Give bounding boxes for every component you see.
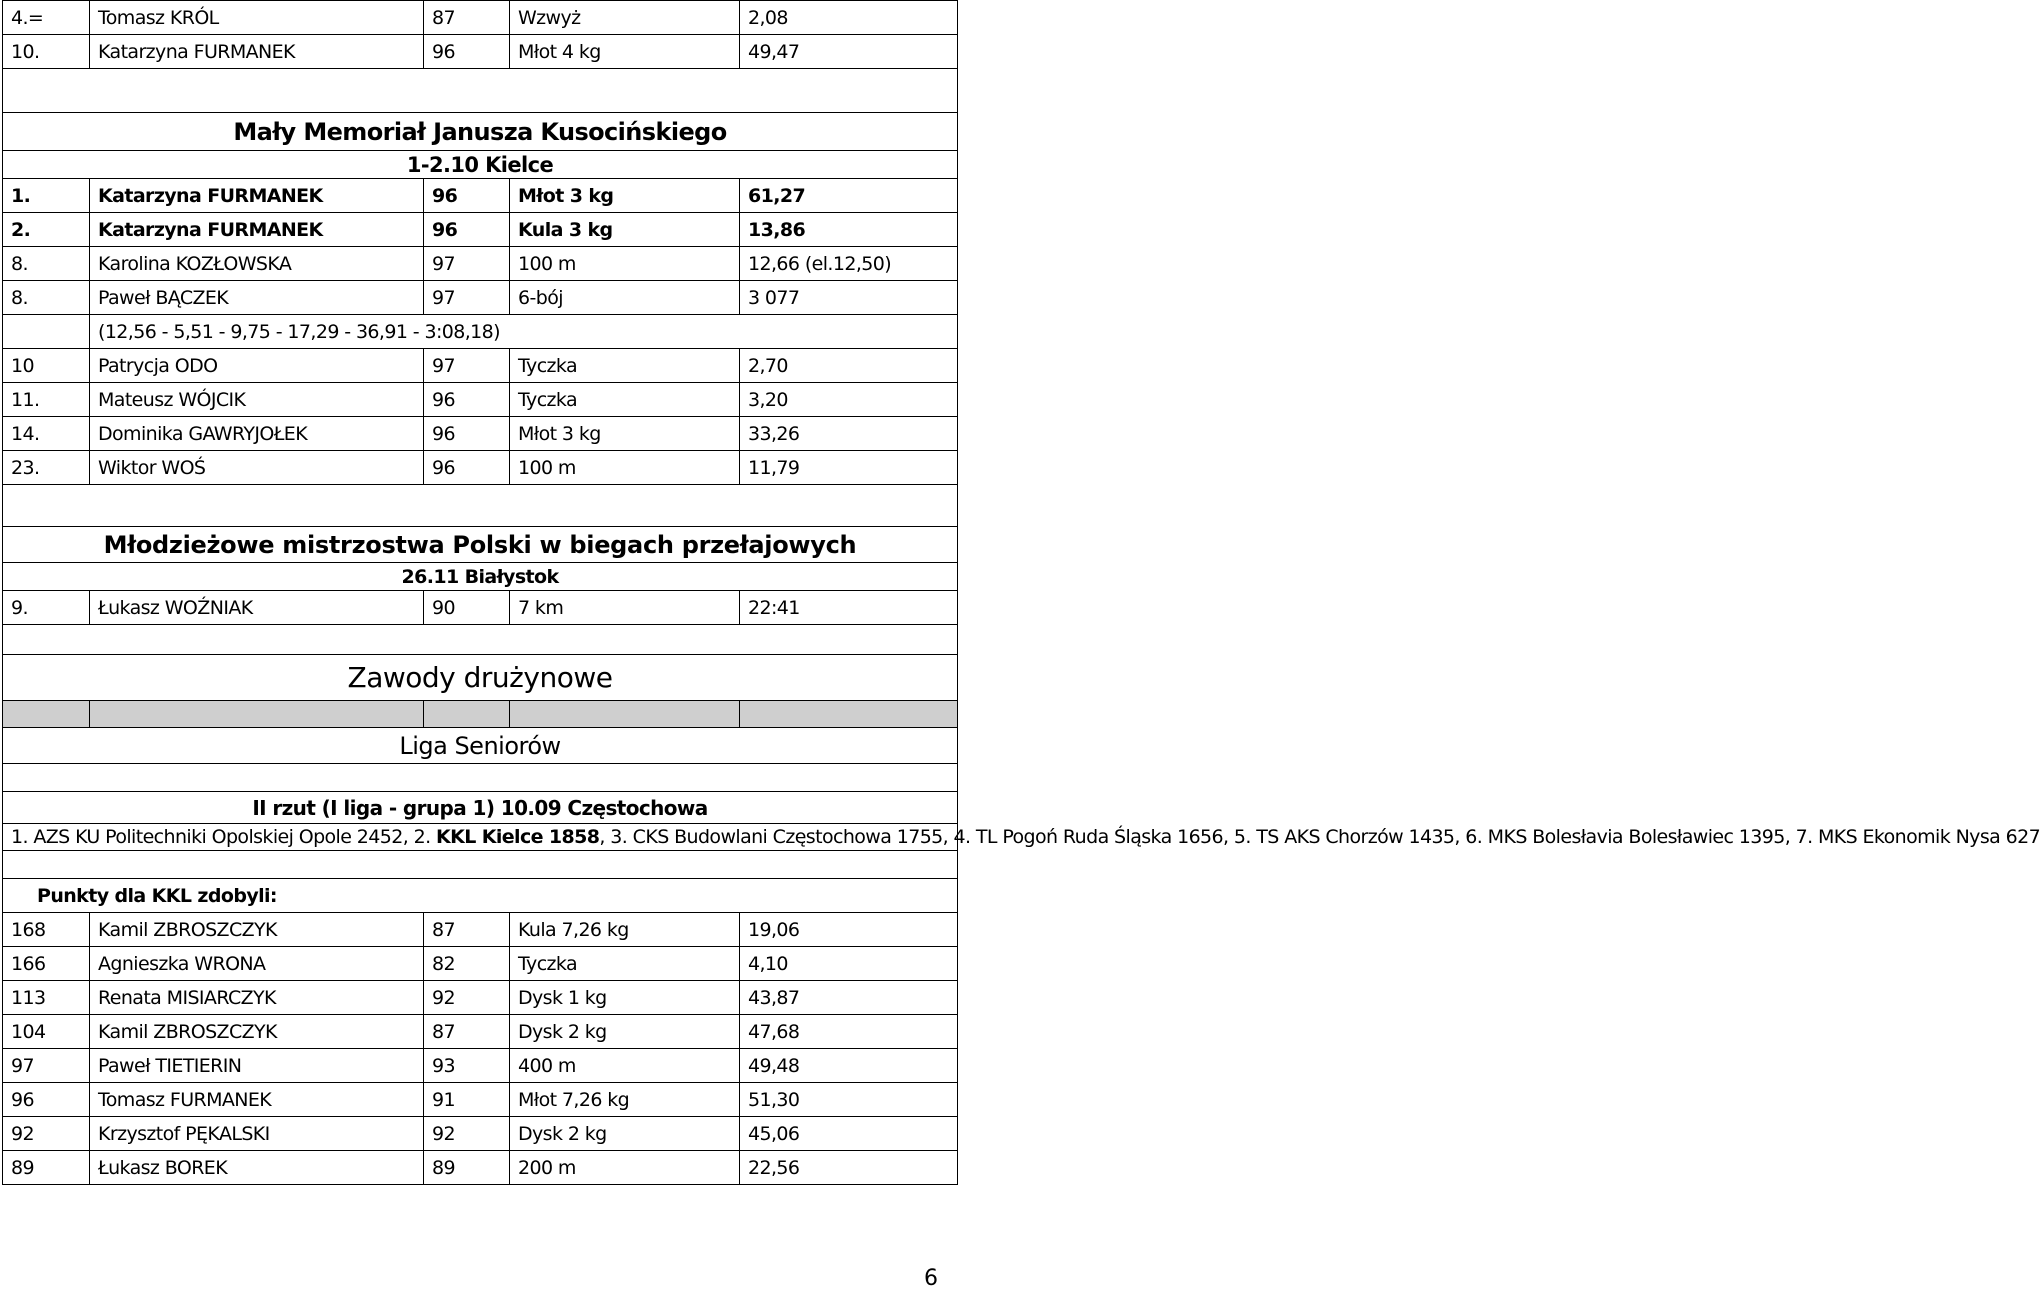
name-cell: Patrycja ODO [90,349,424,383]
table-row [3,1049,958,1083]
name-cell: Tomasz FURMANEK [90,1083,424,1117]
result-cell: 12,66 (el.12,50) [740,247,958,281]
table-row [3,179,958,213]
table-row [3,947,958,981]
result-cell: 51,30 [740,1083,958,1117]
section-subheading-row [3,563,958,591]
points-cell: 92 [3,1117,90,1151]
table-row [3,383,958,417]
event-cell: Młot 4 kg [510,35,740,69]
result-cell: 3,20 [740,383,958,417]
result-cell: 45,06 [740,1117,958,1151]
table-row [3,349,958,383]
year-cell: 93 [424,1049,510,1083]
name-cell: Paweł BĄCZEK [90,281,424,315]
round-heading-row [3,792,958,824]
points-cell: 97 [3,1049,90,1083]
place-cell: 23. [3,451,90,485]
year-cell: 96 [424,35,510,69]
year-cell: 87 [424,1,510,35]
table-row [3,213,958,247]
name-cell: Paweł TIETIERIN [90,1049,424,1083]
event-cell: Dysk 2 kg [510,1117,740,1151]
name-cell: Mateusz WÓJCIK [90,383,424,417]
section-heading-row [3,655,958,701]
place-cell: 10. [3,35,90,69]
year-cell: 96 [424,451,510,485]
name-cell: Katarzyna FURMANEK [90,213,424,247]
name-cell: Agnieszka WRONA [90,947,424,981]
result-cell: 49,47 [740,35,958,69]
result-cell: 49,48 [740,1049,958,1083]
year-cell: 96 [424,179,510,213]
splits-row [3,315,958,349]
standings-highlight: KKL Kielce 1858 [435,826,600,848]
event-cell: Dysk 2 kg [510,1015,740,1049]
result-cell: 11,79 [740,451,958,485]
name-cell: Krzysztof PĘKALSKI [90,1117,424,1151]
table-row [3,1083,958,1117]
standings-row [3,824,958,851]
place-cell: 4.= [3,1,90,35]
name-cell: Łukasz WOŹNIAK [90,591,424,625]
event-cell: 7 km [510,591,740,625]
event-cell: 200 m [510,1151,740,1185]
spacer-row [3,764,958,792]
results-table [2,0,2040,1185]
year-cell: 87 [424,1015,510,1049]
spacer-row [3,625,958,655]
event-cell: Wzwyż [510,1,740,35]
points-cell: 113 [3,981,90,1015]
section-heading-row [3,527,958,563]
points-cell: 104 [3,1015,90,1049]
result-cell: 43,87 [740,981,958,1015]
name-cell: Tomasz KRÓL [90,1,424,35]
name-cell: Wiktor WOŚ [90,451,424,485]
event-cell: Kula 3 kg [510,213,740,247]
table-row [3,247,958,281]
section-subheading-row [3,151,958,179]
result-cell: 2,08 [740,1,958,35]
table-row [3,1015,958,1049]
event-cell: Młot 3 kg [510,417,740,451]
result-cell: 2,70 [740,349,958,383]
page-number: 6 [924,1266,938,1291]
points-header: Punkty dla KKL zdobyli: [3,879,958,913]
table-row [3,591,958,625]
name-cell: Kamil ZBROSZCZYK [90,1015,424,1049]
points-cell: 166 [3,947,90,981]
table-row [3,281,958,315]
name-cell: Dominika GAWRYJOŁEK [90,417,424,451]
result-cell: 33,26 [740,417,958,451]
place-cell: 8. [3,281,90,315]
section-title: Mały Memoriał Janusza Kusocińskiego [3,113,958,151]
year-cell: 96 [424,417,510,451]
section-heading-row [3,113,958,151]
spacer-row [3,69,958,113]
place-cell: 8. [3,247,90,281]
table-row [3,1,958,35]
year-cell: 92 [424,981,510,1015]
name-cell: Łukasz BOREK [90,1151,424,1185]
event-cell: Młot 3 kg [510,179,740,213]
year-cell: 91 [424,1083,510,1117]
place-cell: 11. [3,383,90,417]
name-cell: Katarzyna FURMANEK [90,35,424,69]
place-cell: 10 [3,349,90,383]
result-cell: 19,06 [740,913,958,947]
table-row [3,451,958,485]
year-cell: 96 [424,213,510,247]
result-cell: 3 077 [740,281,958,315]
league-heading-row [3,728,958,764]
year-cell: 97 [424,281,510,315]
table-row [3,913,958,947]
event-cell: Młot 7,26 kg [510,1083,740,1117]
result-cell: 22,56 [740,1151,958,1185]
result-cell: 47,68 [740,1015,958,1049]
result-cell: 13,86 [740,213,958,247]
name-cell: Renata MISIARCZYK [90,981,424,1015]
round-title: II rzut (I liga - grupa 1) 10.09 Częstochowa [3,792,958,824]
year-cell: 89 [424,1151,510,1185]
table-row [3,1117,958,1151]
points-cell: 168 [3,913,90,947]
points-cell: 89 [3,1151,90,1185]
points-heading-row [3,879,958,913]
event-cell: Tyczka [510,947,740,981]
event-cell: Dysk 1 kg [510,981,740,1015]
place-cell: 1. [3,179,90,213]
event-cell: 6-bój [510,281,740,315]
year-cell: 87 [424,913,510,947]
event-cell: 100 m [510,247,740,281]
league-title: Liga Seniorów [3,728,958,764]
event-cell: Tyczka [510,383,740,417]
points-cell: 96 [3,1083,90,1117]
event-cell: Tyczka [510,349,740,383]
section-title: Młodzieżowe mistrzostwa Polski w biegach przełajowych [3,527,958,563]
year-cell: 97 [424,247,510,281]
spacer-row [3,485,958,527]
standings-text: 1. AZS KU Politechniki Opolskiej Opole 2452, 2. KKL Kielce 1858, 3. CKS Budowlani Częstochowa 1755, 4. TL Pogoń Ruda Śląska 1656, 5. TS AKS Chorzów 1435, 6. MKS Bolesłavia Bolesławiec 1395, 7. MKS Ekonomik Nysa 627 [3,824,958,851]
section-subtitle: 1-2.10 Kielce [3,151,958,179]
place-cell: 9. [3,591,90,625]
event-cell: Kula 7,26 kg [510,913,740,947]
table-row [3,417,958,451]
name-cell: Kamil ZBROSZCZYK [90,913,424,947]
table-row [3,981,958,1015]
section-title: Zawody drużynowe [3,655,958,701]
grey-band-row [3,701,958,728]
result-cell: 22:41 [740,591,958,625]
table-row [3,35,958,69]
year-cell: 82 [424,947,510,981]
name-cell: Katarzyna FURMANEK [90,179,424,213]
splits-text: (12,56 - 5,51 - 9,75 - 17,29 - 36,91 - 3:08,18) [90,315,958,349]
year-cell: 92 [424,1117,510,1151]
spacer-row [3,851,958,879]
result-cell: 4,10 [740,947,958,981]
table-row [3,1151,958,1185]
year-cell: 97 [424,349,510,383]
year-cell: 90 [424,591,510,625]
year-cell: 96 [424,383,510,417]
event-cell: 400 m [510,1049,740,1083]
event-cell: 100 m [510,451,740,485]
result-cell: 61,27 [740,179,958,213]
place-cell: 14. [3,417,90,451]
place-cell: 2. [3,213,90,247]
name-cell: Karolina KOZŁOWSKA [90,247,424,281]
section-subtitle: 26.11 Białystok [3,563,958,591]
